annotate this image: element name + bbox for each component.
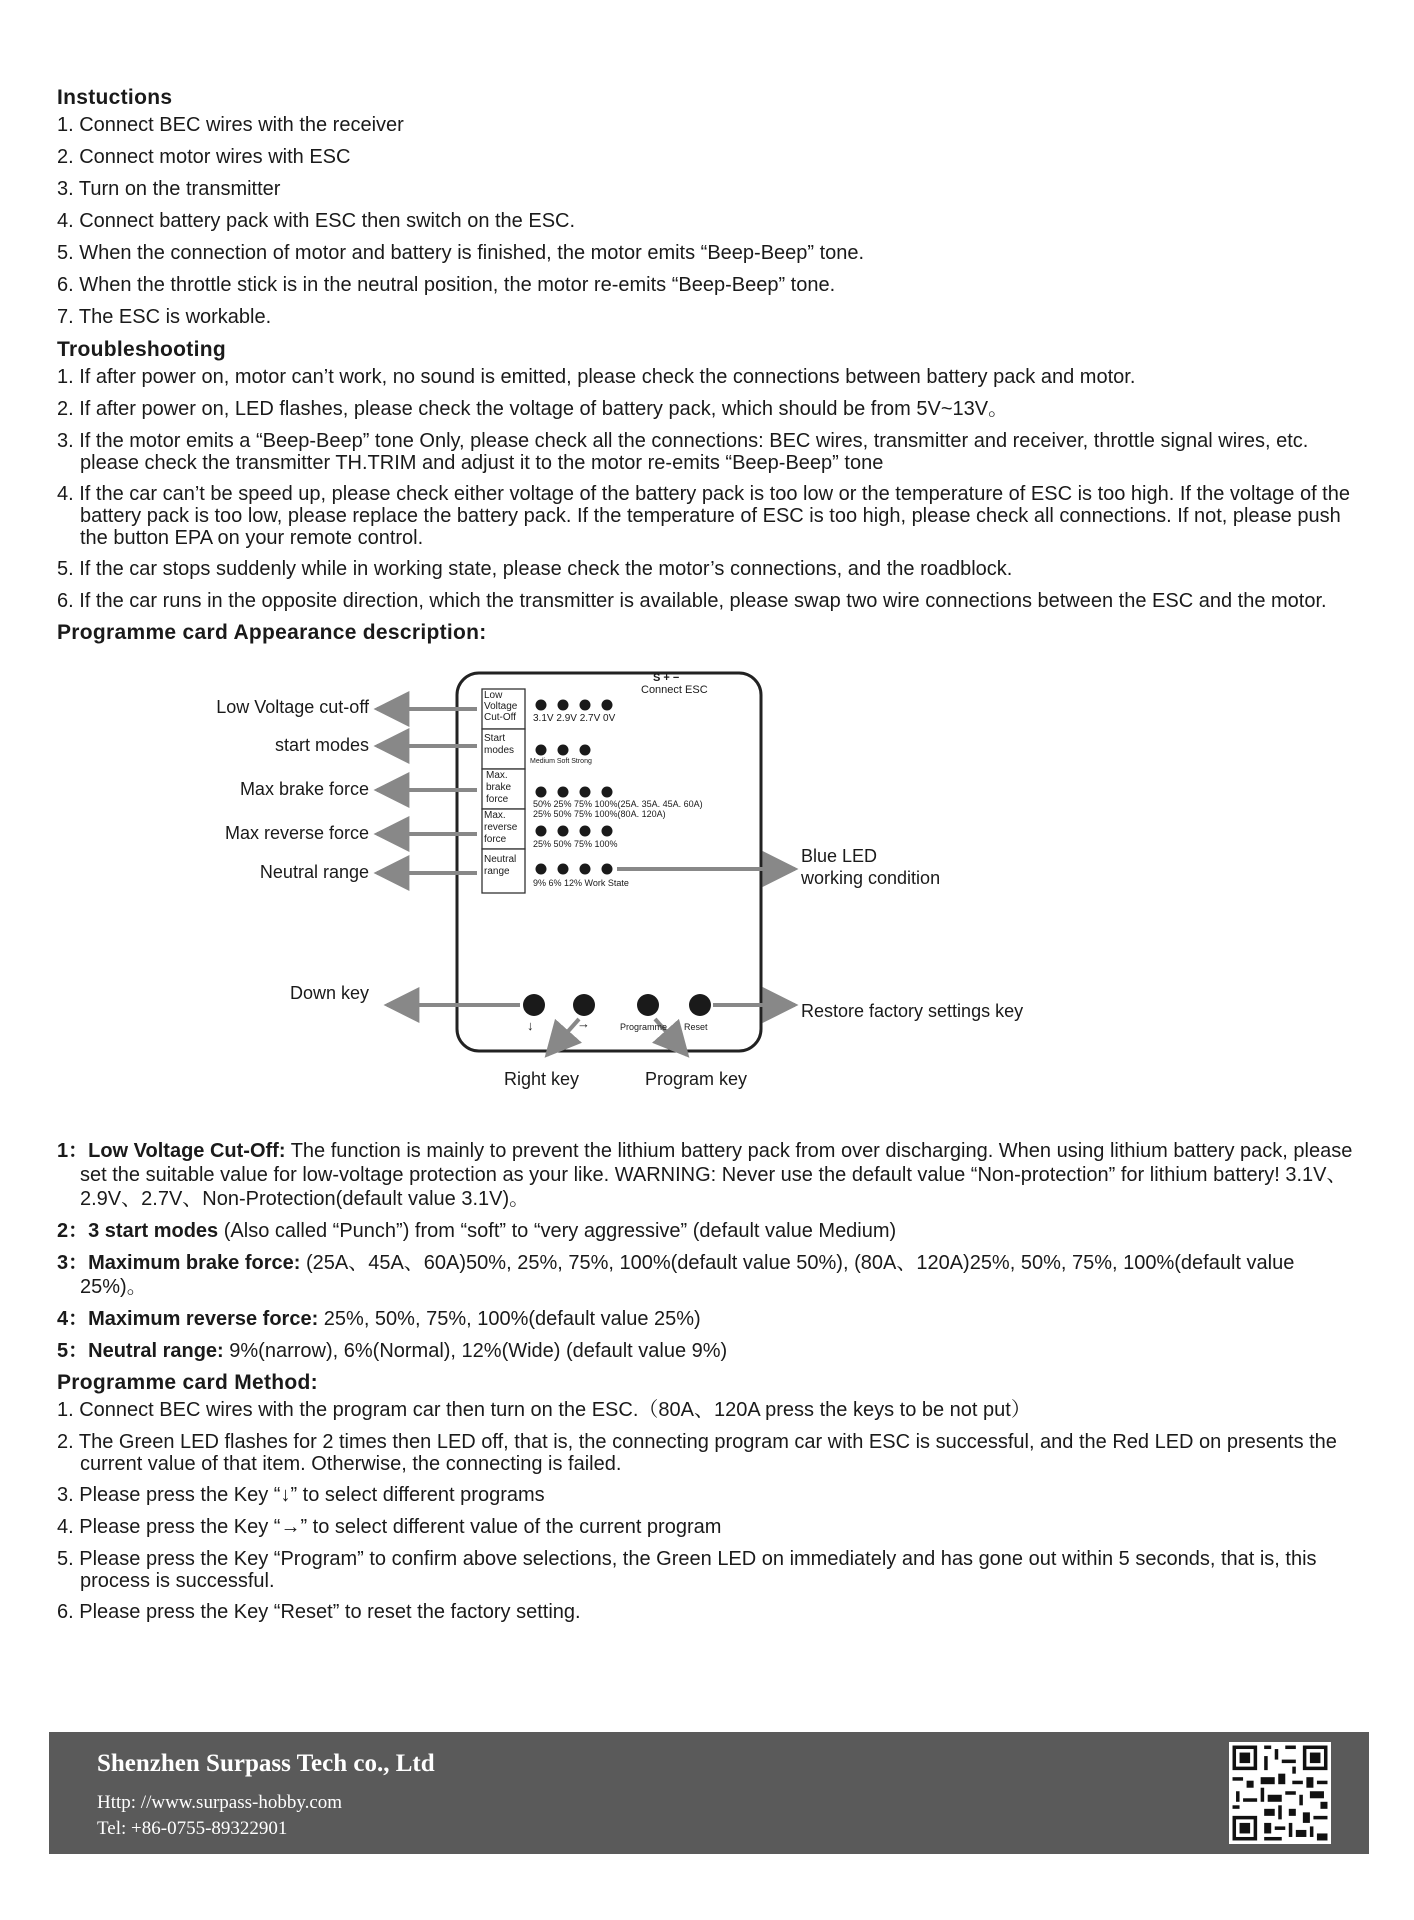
- list-item: 4. If the car can’t be speed up, please check either voltage of the battery pack is too low or the temperature of ESC is too high. If the voltage of the battery pack is too low, please replace the battery pack. If the temperature of ESC is too high, please check all connections. If not, please push the button EPA on your remote control.: [57, 483, 1350, 549]
- list-item: 4. Please press the Key “→” to select different value of the current program: [57, 1516, 722, 1538]
- list-item: 2. If after power on, LED flashes, please check the voltage of battery pack, which should be from 5V~13V。: [57, 398, 1009, 420]
- led-values-reverse: 25% 50% 75% 100%: [533, 839, 618, 849]
- list-item: 6. When the throttle stick is in the neutral position, the motor re-emits “Beep-Beep” tone.: [57, 274, 836, 296]
- tab-max-brake: Max. brake force: [486, 770, 512, 805]
- list-item: 5. When the connection of motor and battery is finished, the motor emits “Beep-Beep” tone.: [57, 242, 865, 264]
- description-item: 2：3 start modes (Also called “Punch”) from “soft” to “very aggressive” (default value Medium): [57, 1220, 897, 1242]
- list-item: 3. If the motor emits a “Beep-Beep” tone Only, please check all the connections: BEC wires, transmitter and receiver, throttle signal wires, etc. please check the transmitter TH.TRIM and adjust it to the motor re-emits “Beep-Beep” tone: [57, 430, 1309, 474]
- led-values-brake-2: 25% 50% 75% 100%(80A. 120A): [533, 809, 666, 819]
- right-key-callout: Right key: [504, 1069, 580, 1089]
- programme-key-label: Programme: [620, 1022, 668, 1032]
- program-key-callout: Program key: [645, 1069, 748, 1089]
- card-illustration: [57, 649, 1357, 1139]
- down-key-callout: Down key: [289, 983, 369, 1003]
- page-content: [57, 86, 1357, 1633]
- list-item: 1. If after power on, motor can’t work, no sound is emitted, please check the connections between battery pack and motor.: [57, 366, 1136, 388]
- blue-led-callout: Blue LED: [801, 846, 878, 866]
- tab-start-modes: Start modes: [484, 733, 515, 756]
- list-item: 4. Connect battery pack with ESC then switch on the ESC.: [57, 210, 576, 232]
- start-modes-callout: start modes: [274, 735, 369, 755]
- working-condition-callout: working condition: [801, 868, 941, 888]
- list-item: 7. The ESC is workable.: [57, 306, 272, 328]
- right-key-glyph: →: [577, 1016, 590, 1031]
- list-item: 6. If the car runs in the opposite direction, which the transmitter is available, please swap two wire connections between the ESC and the motor.: [57, 590, 1327, 612]
- qr-code-icon: [1229, 1742, 1331, 1844]
- list-item: 6. Please press the Key “Reset” to reset the factory setting.: [57, 1601, 581, 1623]
- list-item: 1. Connect BEC wires with the program car then turn on the ESC.（80A、120A press the keys to be not put）: [57, 1399, 1031, 1421]
- list-item: 3. Please press the Key “↓” to select different programs: [57, 1484, 545, 1506]
- list-item: 2. Connect motor wires with ESC: [57, 146, 351, 168]
- down-key-glyph: ↓: [527, 1018, 534, 1033]
- max-reverse-callout: Max reverse force: [224, 823, 369, 843]
- instructions-heading: Instuctions: [57, 86, 173, 109]
- list-item: 1. Connect BEC wires with the receiver: [57, 114, 404, 136]
- instructions-list: [57, 114, 1357, 329]
- led-values-neutral: 9% 6% 12% Work State: [533, 878, 629, 888]
- settings-descriptions: [57, 1139, 1357, 1363]
- tab-max-reverse: Max. reverse force: [484, 810, 518, 845]
- tab-low-voltage: Low Voltage Cut-Off: [484, 690, 518, 723]
- method-list: [57, 1399, 1357, 1624]
- company-phone: Tel: +86-0755-89322901: [97, 1818, 288, 1839]
- troubleshooting-list: [57, 366, 1357, 612]
- tab-neutral-range: Neutral range: [484, 854, 517, 877]
- company-website: Http: //www.surpass-hobby.com: [97, 1792, 343, 1813]
- company-name: Shenzhen Surpass Tech co., Ltd: [97, 1750, 435, 1777]
- neutral-range-callout: Neutral range: [259, 862, 369, 882]
- list-item: 5. If the car stops suddenly while in working state, please check the motor’s connections, and the roadblock.: [57, 558, 1013, 580]
- led-values-low-voltage: 3.1V 2.9V 2.7V 0V: [533, 713, 616, 724]
- led-values-brake: 50% 25% 75% 100%(25A. 35A. 45A. 60A): [533, 799, 703, 809]
- connect-esc-label: Connect ESC: [641, 684, 708, 696]
- restore-key-callout: Restore factory settings key: [801, 1001, 1024, 1021]
- list-item: 5. Please press the Key “Program” to confirm above selections, the Green LED on immediately and has gone out within 5 seconds, that is, this process is successful.: [57, 1548, 1317, 1592]
- appearance-heading: Programme card Appearance description:: [57, 621, 487, 644]
- company-footer: [49, 1732, 1369, 1854]
- description-item: 4：Maximum reverse force: 25%, 50%, 75%, 100%(default value 25%): [57, 1308, 701, 1330]
- reset-key-label: Reset: [684, 1022, 708, 1032]
- description-item: 3：Maximum brake force: (25A、45A、60A)50%, 25%, 75%, 100%(default value 50%), (80A、120A)25%, 50%, 75%, 100%(default value 25%)。: [57, 1252, 1295, 1298]
- description-item: 1：Low Voltage Cut-Off: The function is mainly to prevent the lithium battery pack from over discharging. When using lithium battery pack, please set the suitable value for low-voltage protection as your like. WARNING: Never use the default value “Non-protection” for lithium battery! 3.1V、2.9V、2.7V、Non-Protection(default value 3.1V)。: [57, 1140, 1353, 1210]
- method-heading: Programme card Method:: [57, 1371, 318, 1394]
- led-values-start: Medium Soft Strong: [530, 758, 592, 765]
- programme-card-diagram: [57, 649, 1357, 1139]
- troubleshooting-heading: Troubleshooting: [57, 338, 226, 361]
- low-voltage-callout: Low Voltage cut-off: [216, 697, 369, 717]
- list-item: 3. Turn on the transmitter: [57, 178, 281, 200]
- connector-pins: S + −: [653, 672, 680, 684]
- max-brake-callout: Max brake force: [239, 779, 369, 799]
- description-item: 5：Neutral range: 9%(narrow), 6%(Normal), 12%(Wide) (default value 9%): [57, 1340, 728, 1362]
- list-item: 2. The Green LED flashes for 2 times then LED off, that is, the connecting program car with ESC is successful, and the Red LED on presents the current value of that item. Otherwise, the connecting is failed.: [57, 1431, 1337, 1475]
